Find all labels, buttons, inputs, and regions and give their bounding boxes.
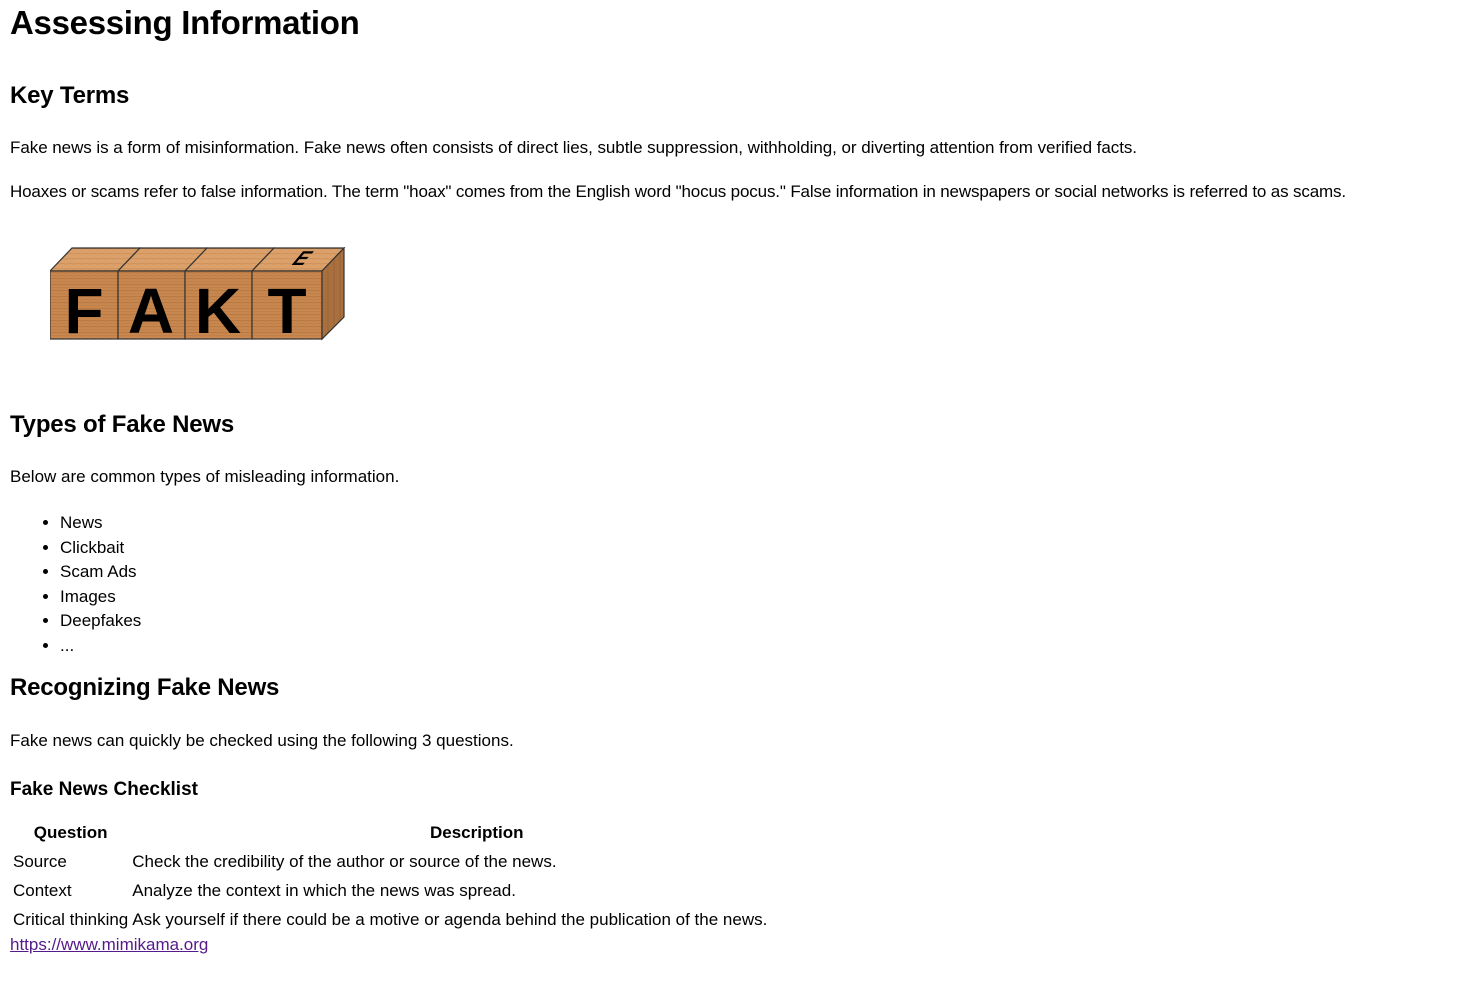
block-letter-t: T: [267, 275, 307, 341]
mimikama-link[interactable]: https://www.mimikama.org: [10, 934, 209, 954]
description-cell: Analyze the context in which the news was spread.: [132, 880, 516, 900]
hoax-definition: Hoaxes or scams refer to false information. The term "hoax" comes from the English word "hocus pocus." False information in newspapers or social networks is referred to as scams.: [10, 182, 1346, 201]
list-item: • Clickbait: [60, 536, 1473, 561]
question-cell: Source: [13, 851, 67, 871]
types-intro: Below are common types of misleading information.: [10, 467, 400, 486]
checklist-table: [10, 817, 824, 935]
key-terms-heading: Key Terms: [10, 82, 130, 109]
table-row: [12, 906, 822, 933]
block-letter-f: F: [64, 275, 104, 341]
fake-news-definition: Fake news is a form of misinformation. Fake news often consists of direct lies, subtle suppression, withholding, or diverting attention from verified facts.: [10, 138, 1137, 157]
list-item: • Images: [60, 585, 1473, 610]
column-header-question: Question: [33, 822, 108, 842]
question-cell: Context: [13, 880, 72, 900]
types-heading: Types of Fake News: [10, 411, 235, 438]
checklist-heading: Fake News Checklist: [10, 778, 198, 800]
list-item: • Deepfakes: [60, 609, 1473, 634]
question-cell: Critical thinking: [13, 909, 129, 929]
block-letter-a: A: [127, 275, 175, 341]
column-header-description: Description: [430, 822, 524, 842]
list-item: • ...: [60, 634, 1473, 659]
recognizing-heading: Recognizing Fake News: [10, 673, 280, 701]
list-item: • Scam Ads: [60, 560, 1473, 585]
fakt-blocks-svg: [50, 247, 346, 341]
table-row: [12, 877, 822, 904]
recognizing-intro: Fake news can quickly be checked using the following 3 questions.: [10, 730, 514, 750]
page-title: Assessing Information: [10, 4, 360, 41]
types-list: [10, 511, 1473, 659]
block-letter-k: K: [194, 275, 242, 341]
table-row: [12, 848, 822, 875]
table-header-row: [12, 819, 822, 846]
list-item: • News: [60, 511, 1473, 536]
block-top-letter-e: E: [286, 247, 319, 270]
description-cell: Check the credibility of the author or source of the news.: [132, 851, 557, 871]
fakt-blocks-image: [50, 247, 346, 341]
description-cell: Ask yourself if there could be a motive or agenda behind the publication of the news.: [132, 909, 768, 929]
